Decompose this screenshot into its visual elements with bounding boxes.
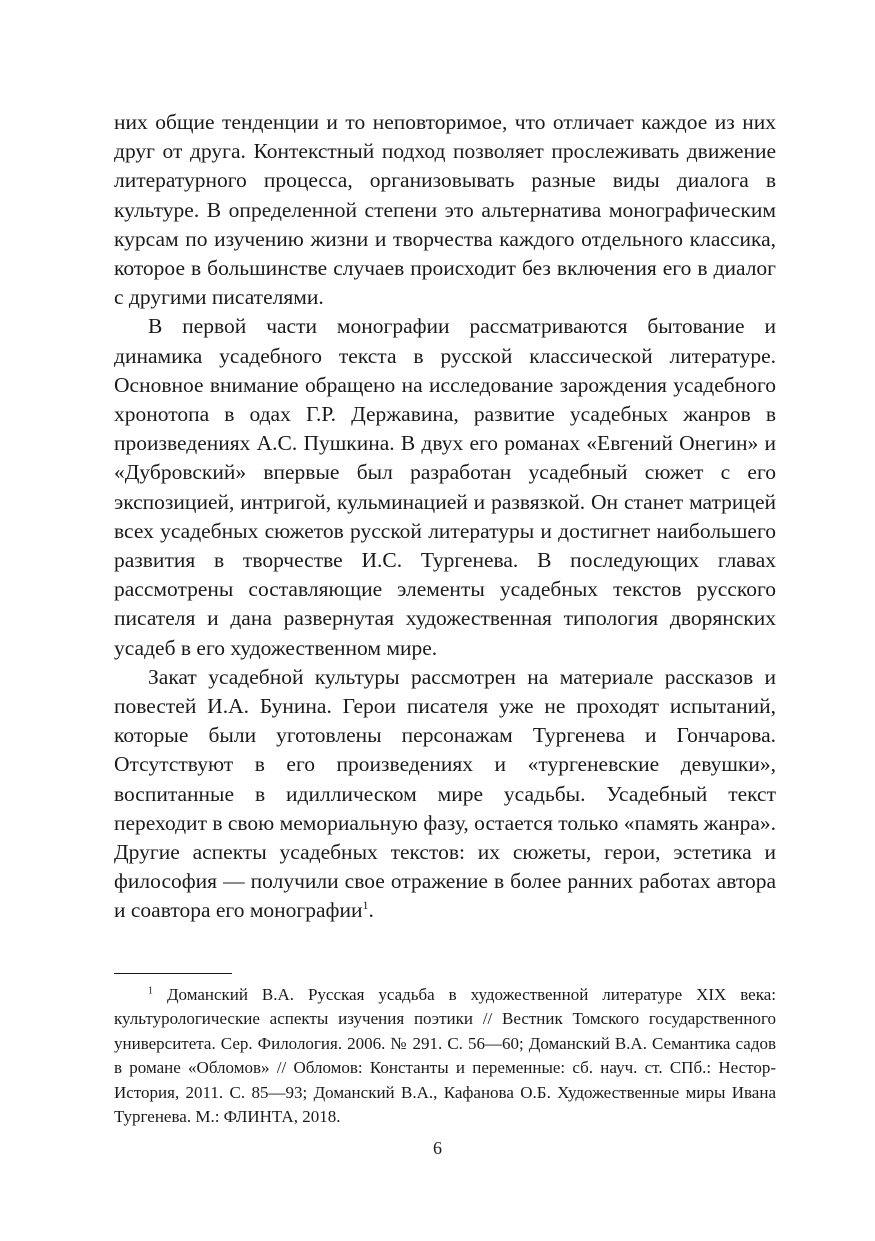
paragraph-3-text: Закат усадебной культуры рассмотрен на материале рассказов и повестей И.А. Бунина. Герои писателя уже не проходят испытаний, которые были уготовлены персонажам Тургенева и Гончарова. Отсутствуют в его произведениях и «тургеневские девушки», воспитанные в идиллическом мире усадьбы. Усадебный текст переходит в свою мемориальную фазу, остается только «память жанра». Другие аспекты усадебных текстов: их сюжеты, герои, эстетика и философия — получили свое отражение в более ранних работах автора и соавтора его монографии [114,664,776,923]
paragraph: Закат усадебной культуры рассмотрен на материале рассказов и повестей И.А. Бунина. Герои писателя уже не проходят испытаний, которые были уготовлены персонажам Тургенева и Гончарова. Отсутствуют в его произведениях и «тургеневские девушки», воспитанные в идиллическом мире усадьбы. Усадебный текст переходит в свою мемориальную фазу, остается только «память жанра». Другие аспекты усадебных текстов: их сюжеты, герои, эстетика и философия — получили свое отражение в более ранних работах автора и соавтора его монографии$^1$. [114,664,776,923]
main-text [114,108,776,926]
footnote-paragraph [114,983,776,1129]
footnote [114,983,776,1129]
page-body [114,108,776,926]
paragraph-2-text: В первой части монографии рассматриваются бытование и динамика усадебного текста в русской классической литературе. Основное внимание обращено на исследование зарождения усадебного хронотопа в одах Г.Р. Державина, развитие усадебных жанров в произведениях А.С. Пушкина. В двух его романах «Евгений Онегин» и «Дубровский» впервые был разработан усадебный сюжет с его экспозицией, интригой, кульминацией и развязкой. Он станет матрицей всех усадебных сюжетов русской литературы и достигнет наибольшего развития в творчестве И.С. Тургенева. В последующих главах рассмотрены составляющие элементы усадебных текстов русского писателя и дана развернутая художественная типология дворянских усадеб в его художественном мире. [114,314,776,660]
footnote-separator [114,973,232,974]
paragraph [114,312,776,662]
footnote-marker: 1 [148,985,153,997]
paragraph-1-text: них общие тенденции и то неповторимое, что отличает каждое из них друг от друга. Контекстный подход позволяет прослеживать движение литературного процесса, организовывать разные виды диалога в культуре. В определенной степени это альтернатива монографическим курсам по изучению жизни и творчества каждого отдельного классика, которое в большинстве случаев происходит без включения его в диалог с другими писателями. [114,110,776,310]
paragraph-continued [114,108,776,312]
footnote-reference[interactable]: 1 [362,898,369,913]
footnote-text: Доманский В.А. Русская усадьба в художественной литературе XIX века: культурологические аспекты изучения поэтики // Вестник Томского государственного университета. Сер. Филология. 2006. № 291. С. 56—60; Доманский В.А. Семантика садов в романе «Обломов» // Обломов: Константы и переменные: сб. науч. ст. СПб.: Нестор-История, 2011. С. 85—93; Доманский В.А., Кафанова О.Б. Художественные миры Ивана Тургенева. М.: ФЛИНТА, 2018. [114,985,776,1127]
page-number: 6 [433,1138,442,1158]
